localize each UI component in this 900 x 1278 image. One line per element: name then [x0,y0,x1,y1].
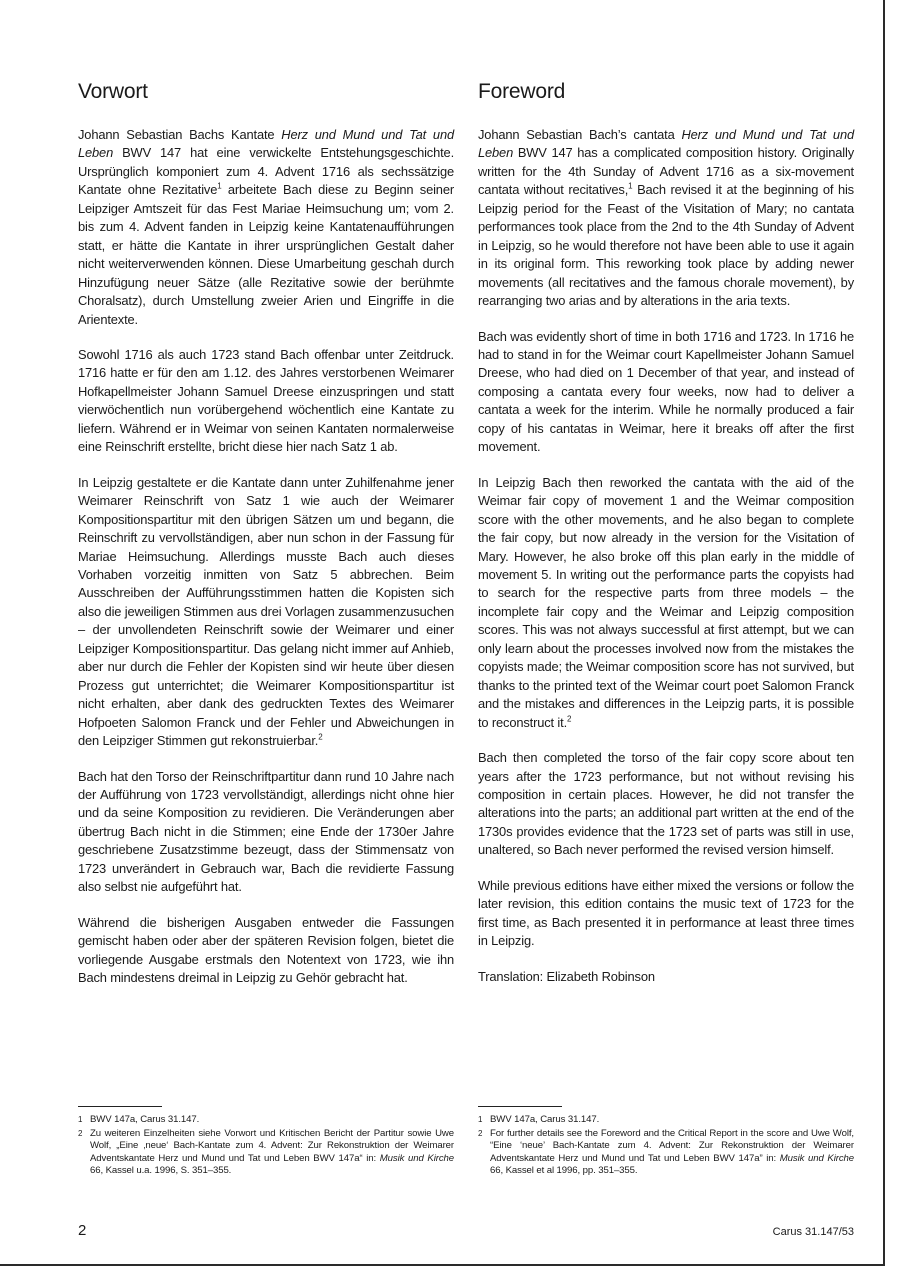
footnote-2: 2 Zu weiteren Einzelheiten siehe Vorwort und Kritischen Bericht der Partitur sowie Uwe Wolf, „Eine ‚neue‘ Bach-Kantate zum 4. Advent: Zur Rekonstruktion der Weimarer Adventskantate Herz und Mund und Tat und Leben BWV 147a“ in: Musik und Kirche 66, Kassel u.a. 1996, S. 351–355. [78,1127,454,1177]
journal-title: Musik und Kirche [779,1152,854,1164]
cantata-title: Herz und Mund und Tat und Leben [78,127,454,161]
translation-credit: Translation: Elizabeth Robinson [478,968,655,984]
footnote-ref[interactable]: 2 [318,732,323,742]
english-paragraph-2: Bach was evidently short of time in both 1716 and 1723. In 1716 he had to stand in for the Weimar court Kapellmeister Johann Samuel Dreese, who had died on 1 December of that year, and instead of composing a cantata every four weeks, now had to deliver a cantata a week for the interim. While he normally produced a fair copy of his cantatas in Weimar, here it breaks off after the first movement. [478,328,854,455]
footnote-mark: 2 [478,1128,483,1138]
footnote-ref[interactable]: 1 [628,182,633,192]
footnote-ref[interactable]: 2 [567,714,572,724]
english-paragraph-3: In Leipzig Bach then reworked the cantata with the aid of the Weimar fair copy of movement 1 and the Weimar composition score with the other movements, and he also began to complete the fair copy, but now already in the version for the Visitation of Mary. However, he also broke off this plan early in the middle of movement 5. In writing out the performance parts the copyists had to search for the respective parts from three models – the incomplete fair copy and the Weimar and Leipzig composition scores. This was not always successful at first attempt, but we can only learn about the processes involved now from the mistakes the copyists made; the Weimar composition score has not survived, but thanks to the printed text of the Weimar court poet Salomon Franck and the mistakes and differences in the Leipzig parts, it is possible to reconstruct it.$^2$ [478,474,854,730]
footnote-ref[interactable]: 1 [217,182,222,192]
german-paragraph-3: In Leipzig gestaltete er die Kantate dann unter Zuhilfenahme jener Weimarer Reinschrift von Satz 1 wie auch der Weimarer Kompositionspartitur mit den übrigen Sätzen um und begann, die Reinschrift zu vervollständigen, aber nun schon in der Fassung für Mariae Heimsuchung. Allerdings musste Bach auch dieses Vorhaben vorzeitig inmitten von Satz 5 abbrechen. Beim Ausschreiben der Aufführungsstimmen hatten die Kopisten sich also die jeweiligen Stimmen aus drei Vorlagen zusammenzusuchen – der unvollendeten Reinschrift sowie der Weimarer und einer Leipziger Kompositionspartitur. Das gelang nicht immer auf Anhieb, aber nur durch die Fehler der Kopisten sind wir heute über diesen Prozess gut unterrichtet; die Weimarer Kompositionspartitur ist nicht erhalten, aber dank des gedruckten Textes des Weimarer Hofpoeten Salomon Franck und der Fehler und Abweichungen in den Leipziger Stimmen gut rekonstruierbar.$^2$ [78,474,454,749]
english-foreword-column [478,78,854,1003]
english-paragraph-1: Johann Sebastian Bach’s cantata Herz und Mund und Tat und Leben BWV 147 has a complicated composition history. Originally written for the 4th Sunday of Advent 1716 as a six-movement cantata without recitatives,$^1$ Bach revised it at the beginning of his Leipzig period for the Feast of the Visitation of Mary; no cantata performances took place from the 2nd to the 4th Sunday of Advent in Leipzig, so he would therefore not have been able to use it again in its original form. This reworking took place by adding newer movements (all recitatives and the famous chorale movement), by rearranging two arias and by alterations in the aria texts. [478,127,854,309]
english-paragraph-4: Bach then completed the torso of the fair copy score about ten years after the 1723 performance, but not without revising his composition in certain places. However, he did not transfer the alterations into the parts; an additional part written at the end of the 1730s provides evidence that the 1723 set of parts was still in use, unaltered, so Bach never performed the revised version himself. [478,750,854,858]
footnote-1: 1 BWV 147a, Carus 31.147. [478,1114,600,1125]
german-paragraph-2: Sowohl 1716 als auch 1723 stand Bach offenbar unter Zeitdruck. 1716 hatte er für den am 1.12. des Jahres verstorbenen Weimarer Hofkapellmeister Johann Samuel Dreese einzuspringen und statt vierwöchentlich nun vorübergehend wöchentlich eine Kantate zu liefern. Während er in Weimar von seinen Kantaten normalerweise eine Reinschrift erstellte, bricht diese hier nach Satz 1 ab. [78,346,454,455]
footnote-divider [478,1106,562,1107]
page-number: 2 [78,1222,87,1239]
german-foreword-column [78,78,454,1004]
catalog-number: Carus 31.147/53 [772,1226,854,1238]
footnote-mark: 2 [78,1128,83,1138]
footnote-divider [78,1106,162,1107]
cantata-title: Herz und Mund und Tat und Leben [478,127,854,161]
german-paragraph-4: Bach hat den Torso der Reinschriftpartitur dann rund 10 Jahre nach der Aufführung von 1723 vervollständigt, allerdings nicht ohne hier und da seine Komposition zu revidieren. Die Veränderungen aber übertrug Bach nicht in die Stimmen; eine Ende der 1730er Jahre geschriebene Zusatzstimme bezeugt, dass der Stimmensatz von 1723 unverändert in Gebrauch war, Bach die revidierte Fassung also selbst nie aufgeführt hat. [78,768,454,895]
german-paragraph-1: Johann Sebastian Bachs Kantate Herz und Mund und Tat und Leben BWV 147 hat eine verwickelte Entstehungsgeschichte. Ursprünglich komponiert zum 4. Advent 1716 als sechssätzige Kantate ohne Rezitative$^1$ arbeitete Bach diese zu Beginn seiner Leipziger Amtszeit für das Fest Mariae Heimsuchung um; vom 2. bis zum 4. Advent fanden in Leipzig keine Kantatenaufführungen statt, er hätte die Kantate in ihrer ursprünglichen Gestalt daher nicht weiterverwenden können. Diese Umarbeitung geschah durch Hinzufügung neuer Sätze (alle Rezitative sowie der berühmte Choralsatz), durch Umstellung zweier Arien und Eingriffe in die Arientexte. [78,127,454,327]
english-paragraph-5: While previous editions have either mixed the versions or follow the later revision, this edition contains the music text of 1723 for the first time, as Bach presented it in performance at least three times in Leipzig. [478,877,854,949]
german-heading: Vorwort [78,80,148,103]
footnote-2: 2 For further details see the Foreword and the Critical Report in the score and Uwe Wolf, “Eine ‘neue’ Bach-Kantate zum 4. Advent: Zur Rekonstruktion der Weimarer Adventskantate Herz und Mund und Tat und Leben BWV 147a” in: Musik und Kirche 66, Kassel et al 1996, pp. 351–355. [478,1127,854,1177]
footnote-1: 1 BWV 147a, Carus 31.147. [78,1114,200,1125]
english-heading: Foreword [478,80,566,103]
german-paragraph-5: Während die bisherigen Ausgaben entweder die Fassungen gemischt haben oder aber der späteren Revision folgen, bietet die vorliegende Ausgabe erstmals den Notentext von 1723, wie ihn Bach mindestens dreimal in Leipzig zu Gehör gebracht hat. [78,914,454,986]
english-footnotes [478,1114,854,1179]
german-footnotes [78,1114,454,1179]
footnote-mark: 1 [478,1115,483,1124]
footnote-mark: 1 [78,1115,83,1124]
journal-title: Musik und Kirche [379,1152,454,1164]
